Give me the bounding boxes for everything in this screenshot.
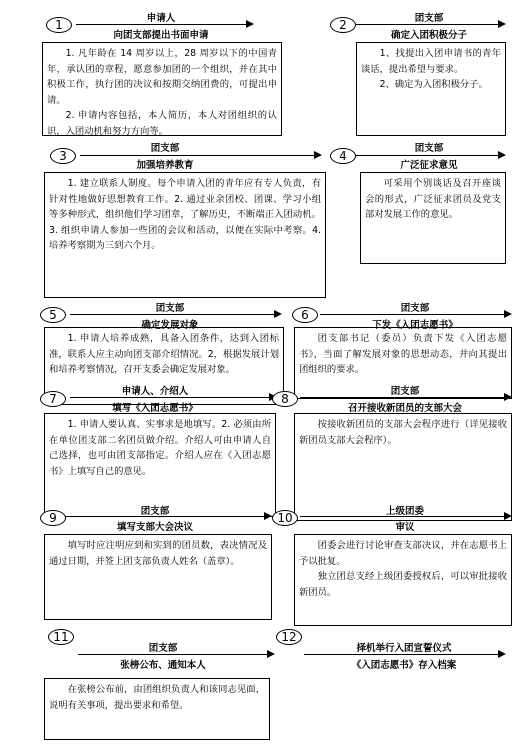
step-number: 12 <box>276 629 302 645</box>
step-description <box>294 534 512 626</box>
step-actor: 申请人 <box>146 13 176 24</box>
arrow-icon <box>70 397 275 398</box>
step-number: 4 <box>330 148 356 164</box>
description-paragraph: 2. 申请内容包括，本人简历，本人对团组织的认识，入团动机和努力方向等。 <box>47 110 277 137</box>
description-paragraph: 1. 建立联系人制度。每个申请入团的青年应有专人负责，有针对性地做好思想教育工作。2. 通过业余团校、团课、学习小组等多种形式，组织他们学习团章，了解历史，不断端正入团动机。3. 组织申请人参加一些团的会议和活动，以便在实际中考察。4. 培养考察期为三到六个月。 <box>49 178 321 251</box>
step-number: 9 <box>40 510 66 526</box>
step-action: 确定发展对象 <box>141 320 199 331</box>
description-paragraph: 团委会进行讨论审查支部决议，并在志愿书上予以批复。 <box>299 540 507 567</box>
description-paragraph: 1. 申请人培养成熟，具备入团条件，达到入团标准，联系人应主动向团支部介绍情况。2，根据发展计划和培养考察情况，召开支委会确定发展对象。 <box>49 333 279 375</box>
step-number: 7 <box>40 391 66 407</box>
step-action: 填写支部大会决议 <box>116 522 193 533</box>
step-actor: 团支部 <box>148 643 178 654</box>
step-actor: 团支部 <box>150 143 180 154</box>
description-paragraph: 1. 凡年龄在 14 周岁以上，28 周岁以下的中国青年，承认团的章程，愿意参加团的一个组织，并在其中积极工作，执行团的决议和按期交纳团费的，可提出申请。 <box>47 48 277 106</box>
step-number: 8 <box>272 391 298 407</box>
step-number: 11 <box>48 629 74 645</box>
step-actor: 团支部 <box>155 303 185 314</box>
step-number: 3 <box>50 148 76 164</box>
step-number: 10 <box>272 510 298 526</box>
step-number: 5 <box>40 307 66 323</box>
step-actor: 团支部 <box>414 143 444 154</box>
step-action: 加强培养教育 <box>136 160 194 171</box>
step-number: 1 <box>46 17 72 33</box>
arrow-icon <box>80 155 320 156</box>
step-description <box>356 42 506 136</box>
step-actor: 申请人、介绍人 <box>121 386 189 397</box>
description-paragraph: 可采用个别谈话及召开座谈会的形式，广泛征求团员及党支部对发展工作的意见。 <box>365 178 501 220</box>
step-action: 张榜公布、通知本人 <box>120 660 206 671</box>
description-paragraph: 独立团总支经上级团委授权后，可以审批接收新团员。 <box>299 571 507 598</box>
step-description <box>44 534 272 620</box>
step-action: 向团支部提出书面申请 <box>113 30 209 41</box>
arrow-icon <box>70 314 280 315</box>
arrow-icon <box>320 314 510 315</box>
step-description <box>44 678 270 740</box>
step-action: 下发《入团志愿书》 <box>372 320 458 331</box>
step-action: 审议 <box>395 522 415 533</box>
step-action: 填写《入团志愿书》 <box>112 403 198 414</box>
arrow-icon <box>356 155 504 156</box>
arrow-icon <box>300 516 510 517</box>
step-action: 广泛征求意见 <box>400 160 458 171</box>
step-actor: 团支部 <box>140 506 170 517</box>
step-actor: 团支部 <box>414 13 444 24</box>
arrow-icon <box>70 516 270 517</box>
arrow-icon <box>300 397 510 398</box>
description-paragraph: 1. 申请人要认真、实事求是地填写。2. 必须由所在单位团支部二名团员做介绍。介绍人可由申请人自己选择，也可由团支部指定。介绍人应在《入团志愿书》上填写自己的意见。 <box>49 419 271 477</box>
arrow-icon <box>356 24 504 25</box>
step-description <box>360 172 506 264</box>
step-description <box>44 413 276 517</box>
arrow-icon <box>76 24 252 25</box>
description-paragraph: 在张榜公布前，由团组织负责人和该同志见面，说明有关事项，提出要求和希望。 <box>49 684 265 711</box>
description-paragraph: 填写时应注明应到和实到的团员数，表决情况及通过日期，并签上团支部负责人姓名（盖章）。 <box>49 540 267 567</box>
description-paragraph: 按接收新团员的支部大会程序进行（详见接收新团员支部大会程序）。 <box>299 419 507 446</box>
step-action: 召开接收新团员的支部大会 <box>347 403 462 414</box>
arrow-icon <box>304 654 504 655</box>
step-actor: 团支部 <box>390 386 420 397</box>
step-action: 《入团志愿书》存入档案 <box>351 660 457 671</box>
step-actor: 择机举行入团宣誓仪式 <box>356 643 452 654</box>
step-description <box>44 172 326 298</box>
step-action: 确定入团积极分子 <box>390 30 467 41</box>
step-description <box>42 42 282 136</box>
description-paragraph: 1、找提出入团申请书的青年谈话，提出希望与要求。 <box>361 48 501 75</box>
description-paragraph: 2、确定为入团积极分子。 <box>379 79 488 90</box>
step-actor: 上级团委 <box>385 506 424 517</box>
step-number: 2 <box>330 17 356 33</box>
arrow-icon <box>78 654 273 655</box>
description-paragraph: 团支部书记（委员）负责下发《入团志愿书》，当面了解发展对象的思想动态，并向其提出团组织的要求。 <box>299 333 507 375</box>
step-number: 6 <box>292 307 318 323</box>
step-actor: 团支部 <box>400 303 430 314</box>
